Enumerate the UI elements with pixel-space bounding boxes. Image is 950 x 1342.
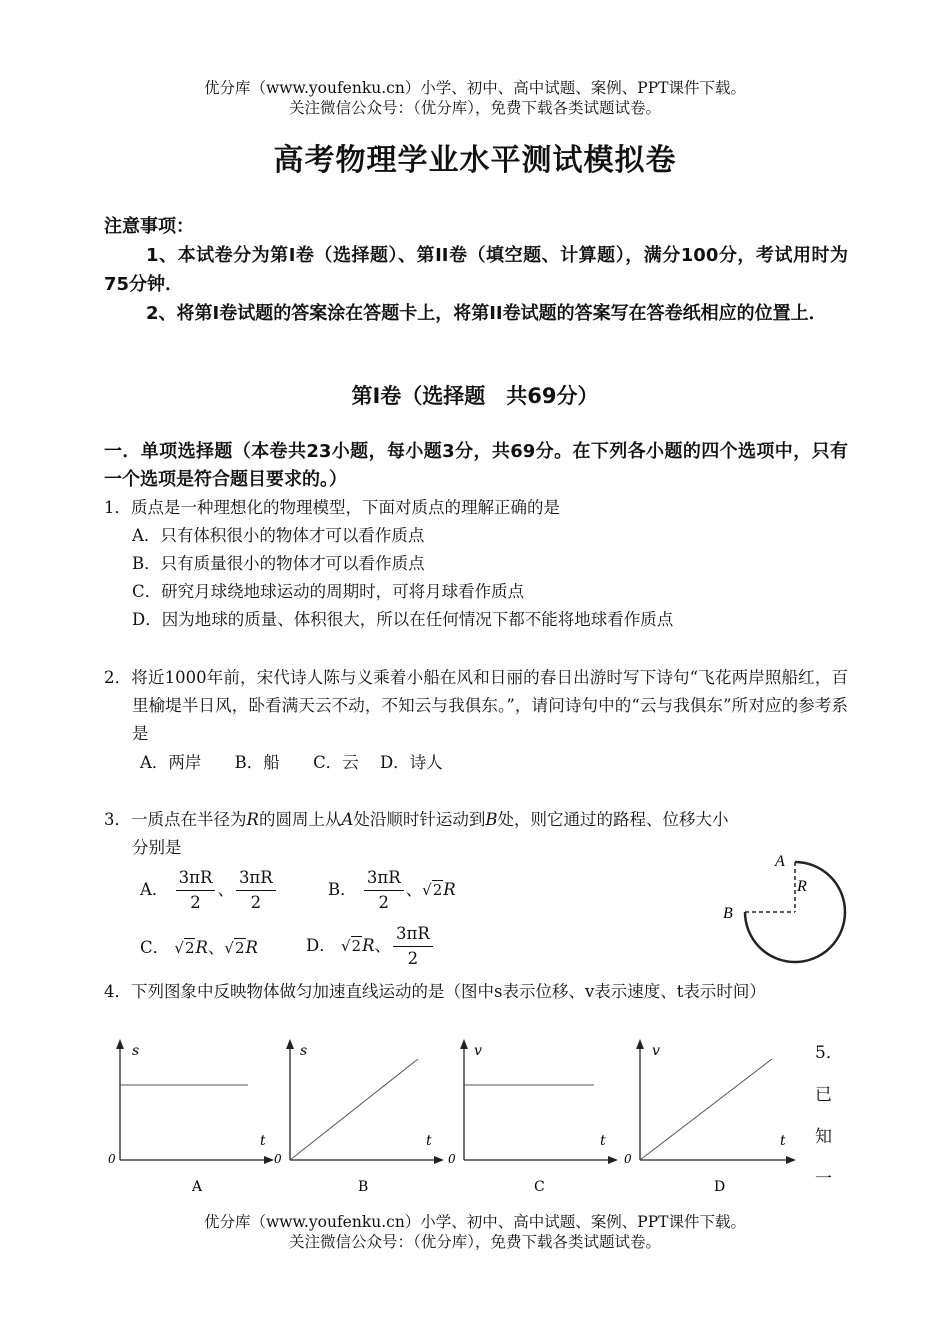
q5-vertical-char-3: 知 <box>815 1127 832 1147</box>
x-axis-arrow <box>786 1156 796 1164</box>
sqrt-radicand: 2 <box>234 939 245 957</box>
sqrt-symbol: √2 <box>224 939 245 957</box>
y-axis-arrow <box>460 1039 468 1049</box>
q5-vertical-char-2: 已 <box>815 1085 832 1105</box>
q3-option-a-label: A． <box>140 880 169 899</box>
q2-option-c: C．云 <box>313 753 359 772</box>
graph-origin: 0 <box>624 1152 632 1166</box>
notice-item-2: 2、将第Ⅰ卷试题的答案涂在答题卡上，将第II卷试题的答案写在答卷纸相应的位置上． <box>146 303 827 324</box>
q3-sep: 、 <box>405 880 423 899</box>
q3-var-r: R <box>362 936 375 955</box>
graph-origin: 0 <box>274 1152 282 1166</box>
frac-den: 2 <box>250 893 262 912</box>
q5-vertical-char-1: 5． <box>815 1043 843 1063</box>
header-banner-line1: 优分库（www.youfenku.cn）小学、初中、高中试题、案例、PPT课件下载。 <box>203 79 747 97</box>
graph-a <box>100 1035 280 1195</box>
notice-block <box>104 212 848 328</box>
y-axis-arrow <box>636 1039 644 1049</box>
q1-stem: 1．质点是一种理想化的物理模型，下面对质点的理解正确的是 <box>104 498 560 517</box>
q1-option-b: B．只有质量很小的物体才可以看作质点 <box>132 554 425 573</box>
graph-line <box>290 1059 418 1160</box>
sqrt-radicand: 2 <box>184 939 195 957</box>
frac-den: 2 <box>407 949 419 968</box>
footer-banner-line1: 优分库（www.youfenku.cn）小学、初中、高中试题、案例、PPT课件下载。 <box>203 1213 747 1231</box>
x-axis-arrow <box>608 1156 618 1164</box>
q3-option-b <box>328 866 456 915</box>
sqrt-symbol: √2 <box>174 939 195 957</box>
part-heading: 一．单项选择题（本卷共23小题，每小题3分，共69分。在下列各小题的四个选项中，只有一个选项是符合题目要求的。） <box>104 441 848 490</box>
graph-caption: D <box>714 1179 726 1195</box>
y-axis-arrow <box>286 1039 294 1049</box>
q3-stem-e: 分别是 <box>132 838 182 857</box>
q3-opt-d-frac <box>393 922 433 971</box>
section-title: 第Ⅰ卷（选择题 共69分） <box>351 384 599 408</box>
y-axis-arrow <box>116 1039 124 1049</box>
graph-c <box>444 1035 624 1195</box>
notice-item-1: 1、本试卷分为第Ⅰ卷（选择题）、第II卷（填空题、计算题），满分100分，考试用时为75分钟． <box>104 245 848 295</box>
q3-sep: 、 <box>217 880 234 899</box>
notice-heading: 注意事项： <box>104 216 194 237</box>
sqrt-symbol: √2 <box>340 937 362 955</box>
q3-var-r: R <box>195 938 208 957</box>
graph-ylabel: v <box>474 1043 482 1059</box>
q3-stem-line1 <box>104 806 848 834</box>
q3-stem-a: 3．一质点在半径为 <box>104 810 247 829</box>
question-4 <box>104 978 848 1006</box>
sqrt-symbol: √2 <box>422 881 443 899</box>
q5-vertical-char-4: 一 <box>815 1169 832 1189</box>
graph-ylabel: s <box>132 1043 140 1059</box>
question-2 <box>104 664 848 748</box>
frac-den: 2 <box>378 893 390 912</box>
sqrt-radicand: 2 <box>432 881 443 899</box>
q3-circle-figure <box>715 848 855 978</box>
graph-origin: 0 <box>108 1152 116 1166</box>
q2-option-b: B．船 <box>234 753 280 772</box>
q2-option-a: A．两岸 <box>140 753 202 772</box>
frac-num: 3πR <box>236 866 276 891</box>
q1-option-d: D．因为地球的质量、体积很大，所以在任何情况下都不能将地球看作质点 <box>132 610 674 629</box>
page-title: 高考物理学业水平测试模拟卷 <box>273 143 677 178</box>
graph-b <box>270 1035 450 1195</box>
q3-option-c <box>140 934 258 958</box>
q3-point-a: A <box>341 810 354 829</box>
graph-caption: A <box>192 1179 203 1195</box>
q3-option-c-label: C． <box>140 938 170 957</box>
graph-ylabel: s <box>300 1043 308 1059</box>
q3-var-r: R <box>443 880 456 899</box>
q3-point-b: B <box>485 810 498 829</box>
q3-sep: 、 <box>374 936 392 955</box>
graph-d <box>620 1035 802 1195</box>
q3-opt-b-frac <box>364 866 404 915</box>
header-banner-line2: 关注微信公众号：（优分库），免费下载各类试题试卷。 <box>288 99 661 117</box>
sqrt-radicand: 2 <box>351 937 362 955</box>
graph-ylabel: v <box>652 1043 660 1059</box>
q3-option-d-label: D． <box>306 936 336 955</box>
frac-num: 3πR <box>176 866 216 891</box>
q2-options <box>140 749 740 777</box>
q3-option-b-label: B． <box>328 880 357 899</box>
graph-caption: C <box>534 1179 545 1195</box>
frac-num: 3πR <box>393 922 433 947</box>
x-axis-arrow <box>434 1156 444 1164</box>
q3-option-d <box>306 922 435 971</box>
graph-xlabel: t <box>260 1133 266 1149</box>
q3-stem-d: 处，则它通过的路程、位移大小 <box>497 810 729 829</box>
fig-label-a: A <box>775 853 785 870</box>
q3-stem-c: 处沿顺时针运动到 <box>353 810 486 829</box>
question-1 <box>104 494 848 634</box>
q3-option-a <box>140 866 278 915</box>
q1-option-c: C．研究月球绕地球运动的周期时，可将月球看作质点 <box>132 582 525 601</box>
footer-banner-line2: 关注微信公众号：（优分库），免费下载各类试题试卷。 <box>288 1233 661 1251</box>
q3-opt-a-frac-2 <box>236 866 276 915</box>
q3-sep: 、 <box>207 938 225 957</box>
q3-var-r: R <box>246 810 259 829</box>
q3-var-r: R <box>245 938 258 957</box>
frac-num: 3πR <box>364 866 404 891</box>
graph-caption: B <box>358 1179 369 1195</box>
q1-option-a: A．只有体积很小的物体才可以看作质点 <box>132 526 425 545</box>
graph-xlabel: t <box>426 1133 432 1149</box>
graph-line <box>640 1059 772 1160</box>
q4-stem: 4．下列图象中反映物体做匀加速直线运动的是（图中s表示位移、v表示速度、t表示时间） <box>104 982 766 1001</box>
q3-stem-b: 的圆周上从 <box>258 810 342 829</box>
fig-label-b: B <box>723 905 733 922</box>
q3-opt-a-frac-1 <box>176 866 216 915</box>
graph-origin: 0 <box>448 1152 456 1166</box>
q2-stem: 2．将近1000年前，宋代诗人陈与义乘着小船在风和日丽的春日出游时写下诗句“飞花两岸照船红，百里榆堤半日风，卧看满天云不动，不知云与我俱东。”，请问诗句中的“云与我俱东”所对应的参考系是 <box>104 668 848 743</box>
frac-den: 2 <box>190 893 201 912</box>
q2-option-d: D．诗人 <box>379 753 443 772</box>
graph-xlabel: t <box>600 1133 606 1149</box>
fig-label-r: R <box>797 878 807 895</box>
graph-xlabel: t <box>780 1133 786 1149</box>
